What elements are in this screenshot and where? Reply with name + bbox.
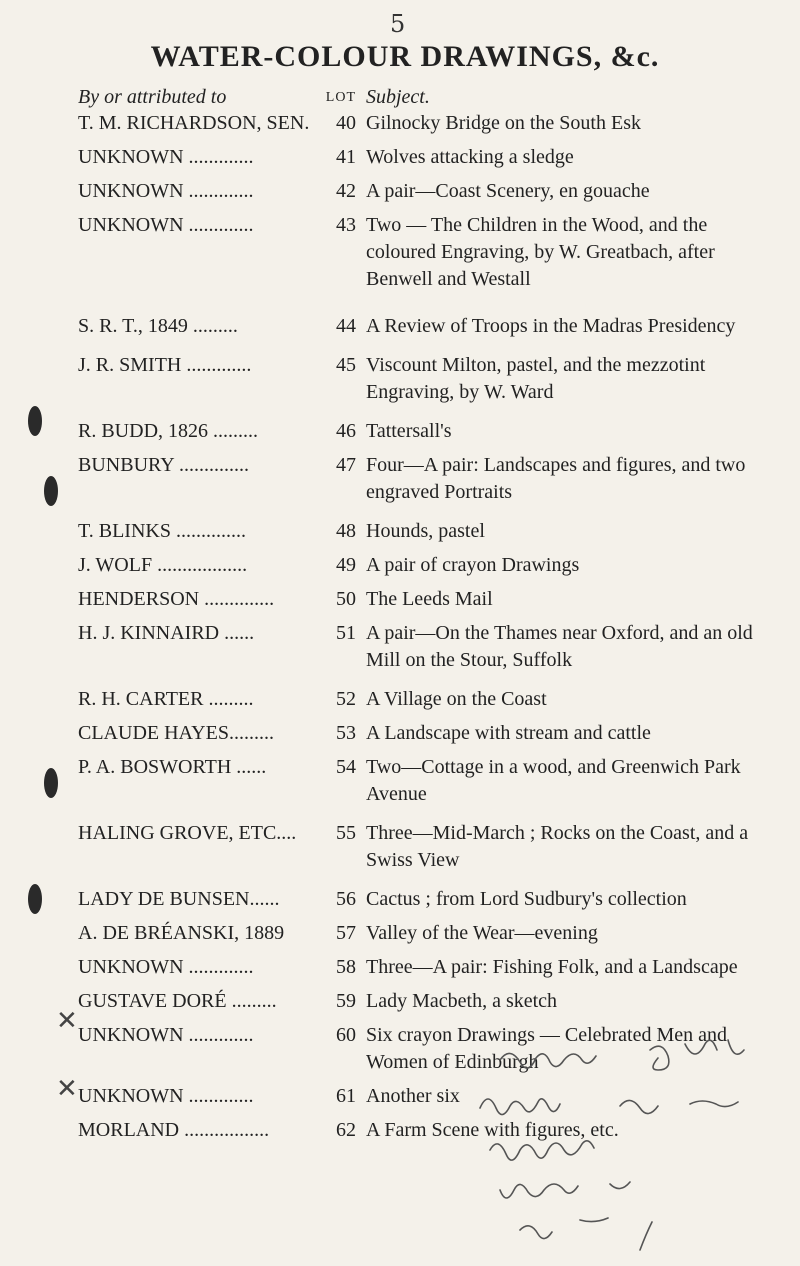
cross-mark: ✕: [56, 1074, 78, 1103]
lot-number: 53: [336, 722, 356, 744]
lot-entry: [78, 586, 768, 613]
lot-number: 55: [336, 822, 356, 844]
lot-number: 52: [336, 688, 356, 710]
lot-entry: [78, 988, 768, 1015]
column-header: [78, 86, 758, 110]
header-lot: LOT: [325, 90, 356, 105]
lot-number: 46: [336, 420, 356, 442]
lot-number: 48: [336, 520, 356, 542]
page-number: 5: [390, 10, 406, 38]
lot-subject: Six crayon Drawings — Celebrated Men and Women of Edinburgh: [366, 1024, 728, 1073]
lot-number: 49: [336, 554, 356, 576]
artist-name: R. H. CARTER .........: [78, 688, 254, 710]
artist-name: P. A. BOSWORTH ......: [78, 756, 267, 778]
scribble-stroke: [480, 1099, 738, 1115]
artist-name: UNKNOWN .............: [78, 180, 254, 202]
artist-name: J. WOLF ..................: [78, 554, 248, 576]
lot-subject: Hounds, pastel: [366, 520, 485, 542]
lot-subject: Wolves attacking a sledge: [366, 146, 574, 168]
lot-entry: [78, 313, 768, 340]
lot-list: [78, 110, 768, 1151]
lot-entry: [78, 686, 768, 713]
artist-name: CLAUDE HAYES.........: [78, 722, 274, 744]
artist-name: BUNBURY ..............: [78, 454, 249, 476]
cross-mark: ✕: [56, 1006, 78, 1035]
lot-subject: Four—A pair: Landscapes and figures, and two engraved Portraits: [366, 454, 746, 503]
artist-name: H. J. KINNAIRD ......: [78, 622, 255, 644]
artist-name: LADY DE BUNSEN......: [78, 888, 280, 910]
scribble-stroke: [490, 1141, 594, 1160]
lot-entry: [78, 886, 768, 913]
lot-number: 51: [336, 622, 356, 644]
lot-entry: [78, 920, 768, 947]
lot-number: 54: [336, 756, 356, 778]
artist-name: A. DE BRÉANSKI, 1889: [78, 922, 285, 944]
lot-entry: [78, 754, 768, 808]
binding-hole: [44, 768, 58, 798]
lot-subject: A pair—Coast Scenery, en gouache: [366, 180, 650, 202]
lot-number: 43: [336, 214, 356, 236]
lot-subject: Three—Mid-March ; Rocks on the Coast, and a Swiss View: [366, 822, 749, 871]
lot-subject: Two — The Children in the Wood, and the coloured Engraving, by W. Greatbach, after Benwell and Westall: [366, 214, 715, 290]
lot-subject: A Review of Troops in the Madras Presidency: [366, 315, 736, 337]
lot-subject: A Village on the Coast: [366, 688, 547, 710]
binding-hole: [44, 476, 58, 506]
lot-entry: [78, 518, 768, 545]
lot-number: 58: [336, 956, 356, 978]
lot-entry: [78, 352, 768, 406]
artist-name: R. BUDD, 1826 .........: [78, 420, 259, 442]
artist-name: UNKNOWN .............: [78, 214, 254, 236]
artist-name: UNKNOWN .............: [78, 956, 254, 978]
scribble-stroke: [500, 1182, 630, 1198]
lot-subject: A Farm Scene with figures, etc.: [366, 1119, 619, 1141]
lot-entry: [78, 720, 768, 747]
header-artist: By or attributed to: [78, 86, 227, 108]
lot-entry: [78, 212, 768, 293]
header-subject: Subject.: [366, 86, 430, 108]
lot-subject: Cactus ; from Lord Sudbury's collection: [366, 888, 687, 910]
lot-number: 45: [336, 354, 356, 376]
lot-entry: [78, 110, 768, 137]
artist-name: UNKNOWN .............: [78, 1085, 254, 1107]
lot-number: 57: [336, 922, 356, 944]
lot-number: 59: [336, 990, 356, 1012]
lot-entry: [78, 620, 768, 674]
lot-entry: [78, 178, 768, 205]
lot-number: 62: [336, 1119, 356, 1141]
lot-subject: The Leeds Mail: [366, 588, 493, 610]
scribble-stroke: [500, 1053, 596, 1068]
lot-subject: A Landscape with stream and cattle: [366, 722, 651, 744]
artist-name: HALING GROVE, ETC....: [78, 822, 297, 844]
artist-name: UNKNOWN .............: [78, 146, 254, 168]
scribble-stroke: [650, 1040, 744, 1070]
binding-hole: [28, 406, 42, 436]
lot-number: 56: [336, 888, 356, 910]
lot-entry: [78, 552, 768, 579]
scribble-stroke: [520, 1218, 652, 1250]
artist-name: S. R. T., 1849 .........: [78, 315, 238, 337]
lot-subject: Viscount Milton, pastel, and the mezzotint Engraving, by W. Ward: [366, 354, 706, 403]
artist-name: UNKNOWN .............: [78, 1024, 254, 1046]
lot-subject: Tattersall's: [366, 420, 452, 442]
lot-subject: Gilnocky Bridge on the South Esk: [366, 112, 641, 134]
artist-name: MORLAND .................: [78, 1119, 270, 1141]
lot-number: 42: [336, 180, 356, 202]
lot-subject: Lady Macbeth, a sketch: [366, 990, 558, 1012]
lot-number: 40: [336, 112, 356, 134]
lot-subject: Two—Cottage in a wood, and Greenwich Park Avenue: [366, 756, 741, 805]
lot-entry: [78, 954, 768, 981]
lot-subject: A pair of crayon Drawings: [366, 554, 580, 576]
lot-entry: [78, 820, 768, 874]
lot-entry: [78, 418, 768, 445]
handwritten-annotation: [460, 1020, 790, 1260]
lot-subject: Another six: [366, 1085, 460, 1107]
artist-name: HENDERSON ..............: [78, 588, 275, 610]
binding-hole: [28, 884, 42, 914]
lot-number: 60: [336, 1024, 356, 1046]
artist-name: GUSTAVE DORÉ .........: [78, 990, 277, 1012]
lot-number: 41: [336, 146, 356, 168]
lot-number: 61: [336, 1085, 356, 1107]
lot-number: 47: [336, 454, 356, 476]
lot-entry: [78, 452, 768, 506]
lot-subject: Valley of the Wear—evening: [366, 922, 598, 944]
lot-entry: [78, 144, 768, 171]
artist-name: T. M. RICHARDSON, SEN.: [78, 112, 310, 134]
lot-subject: Three—A pair: Fishing Folk, and a Landscape: [366, 956, 738, 978]
lot-subject: A pair—On the Thames near Oxford, and an old Mill on the Stour, Suffolk: [366, 622, 753, 671]
artist-name: T. BLINKS ..............: [78, 520, 246, 542]
page-title: WATER-COLOUR DRAWINGS, &c.: [150, 40, 660, 73]
lot-number: 44: [336, 315, 356, 337]
artist-name: J. R. SMITH .............: [78, 354, 252, 376]
lot-number: 50: [336, 588, 356, 610]
